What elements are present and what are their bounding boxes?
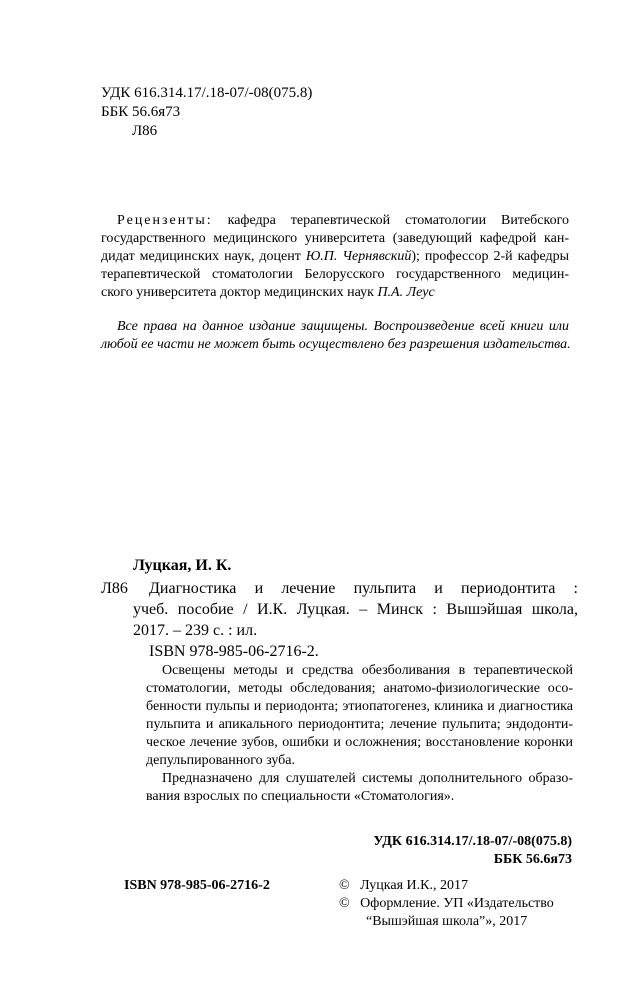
catalog-mark: Л86 — [101, 580, 128, 597]
footer-bbk: ББК 56.6я73 — [493, 852, 572, 867]
reviewers-line-2: государственного медицинского университета (заведующий кафедрой кан- — [101, 231, 569, 246]
copyright-line-2: © Оформление. УП «Издательство — [339, 896, 554, 911]
abstract-purpose: Предназначено для слушателей системы дополнительного образо- — [162, 771, 573, 786]
udk-code: УДК 616.314.17/.18-07/-08(075.8) — [101, 85, 313, 101]
rights-notice: Все права на данное издание защищены. Воспроизведение всей книги или любой ее части не может быть осуществлено без разрешения издательства. — [101, 319, 571, 352]
reviewers-line-3: дидат медицинских наук, доцент Ю.П. Чернявский); профессор 2-й кафедры — [101, 249, 570, 264]
reviewers-line-1: Рецензенты: кафедра терапевтической стоматологии Витебского — [117, 213, 569, 228]
reviewers-label: Рецензенты: — [117, 213, 213, 228]
classification-block — [101, 84, 312, 141]
catalog-author: Луцкая, И. К. — [133, 557, 232, 574]
bbk-code: ББК 56.6я73 — [101, 104, 181, 120]
footer-codes — [373, 833, 572, 869]
reviewer-name-2: П.А. Леус — [377, 285, 435, 300]
abstract-block: Освещены методы и средства обезболивания в терапевтической стоматологии, методы обследования; анатомо-физиологические осо- бенности пульпы и периодонта; этиопатогенез, клиника и диагностика пульпита и апикального периодонтита; лечение пульпита; эндодонти- ческое лечение зубов, ошибки и осложнения; восстановление коронки депульпированного зуба. Предназначено для слушателей системы дополнительного образо- вания взрослых по специальности «Стоматология». — [146, 663, 573, 804]
reviewers-line-4: терапевтической стоматологии Белорусского государственного медицин- — [101, 267, 569, 282]
copyright-line-1: © Луцкая И.К., 2017 — [339, 878, 468, 893]
isbn: ISBN 978-985-06-2716-2 — [124, 878, 270, 893]
catalog-isbn: ISBN 978-985-06-2716-2. — [149, 643, 319, 660]
copyright-symbol: © — [339, 878, 350, 893]
copyright-line-3: “Вышэйшая школа”», 2017 — [366, 914, 528, 929]
reviewer-name-1: Ю.П. Чернявский — [305, 249, 412, 264]
reviewers-line-5: ского университета доктор медицинских наук П.А. Леус — [101, 285, 435, 300]
reviewers-block — [101, 212, 569, 302]
footer-udk: УДК 616.314.17/.18-07/-08(075.8) — [373, 834, 572, 849]
copyright-block — [339, 877, 554, 931]
catalog-description: Диагностика и лечение пульпита и периодонтита : учеб. пособие / И.К. Луцкая. – Минск : Вышэйшая школа, 2017. – 239 с. : ил. ISBN 978-985-06-2716-2. — [133, 580, 578, 660]
author-mark: Л86 — [132, 123, 158, 139]
